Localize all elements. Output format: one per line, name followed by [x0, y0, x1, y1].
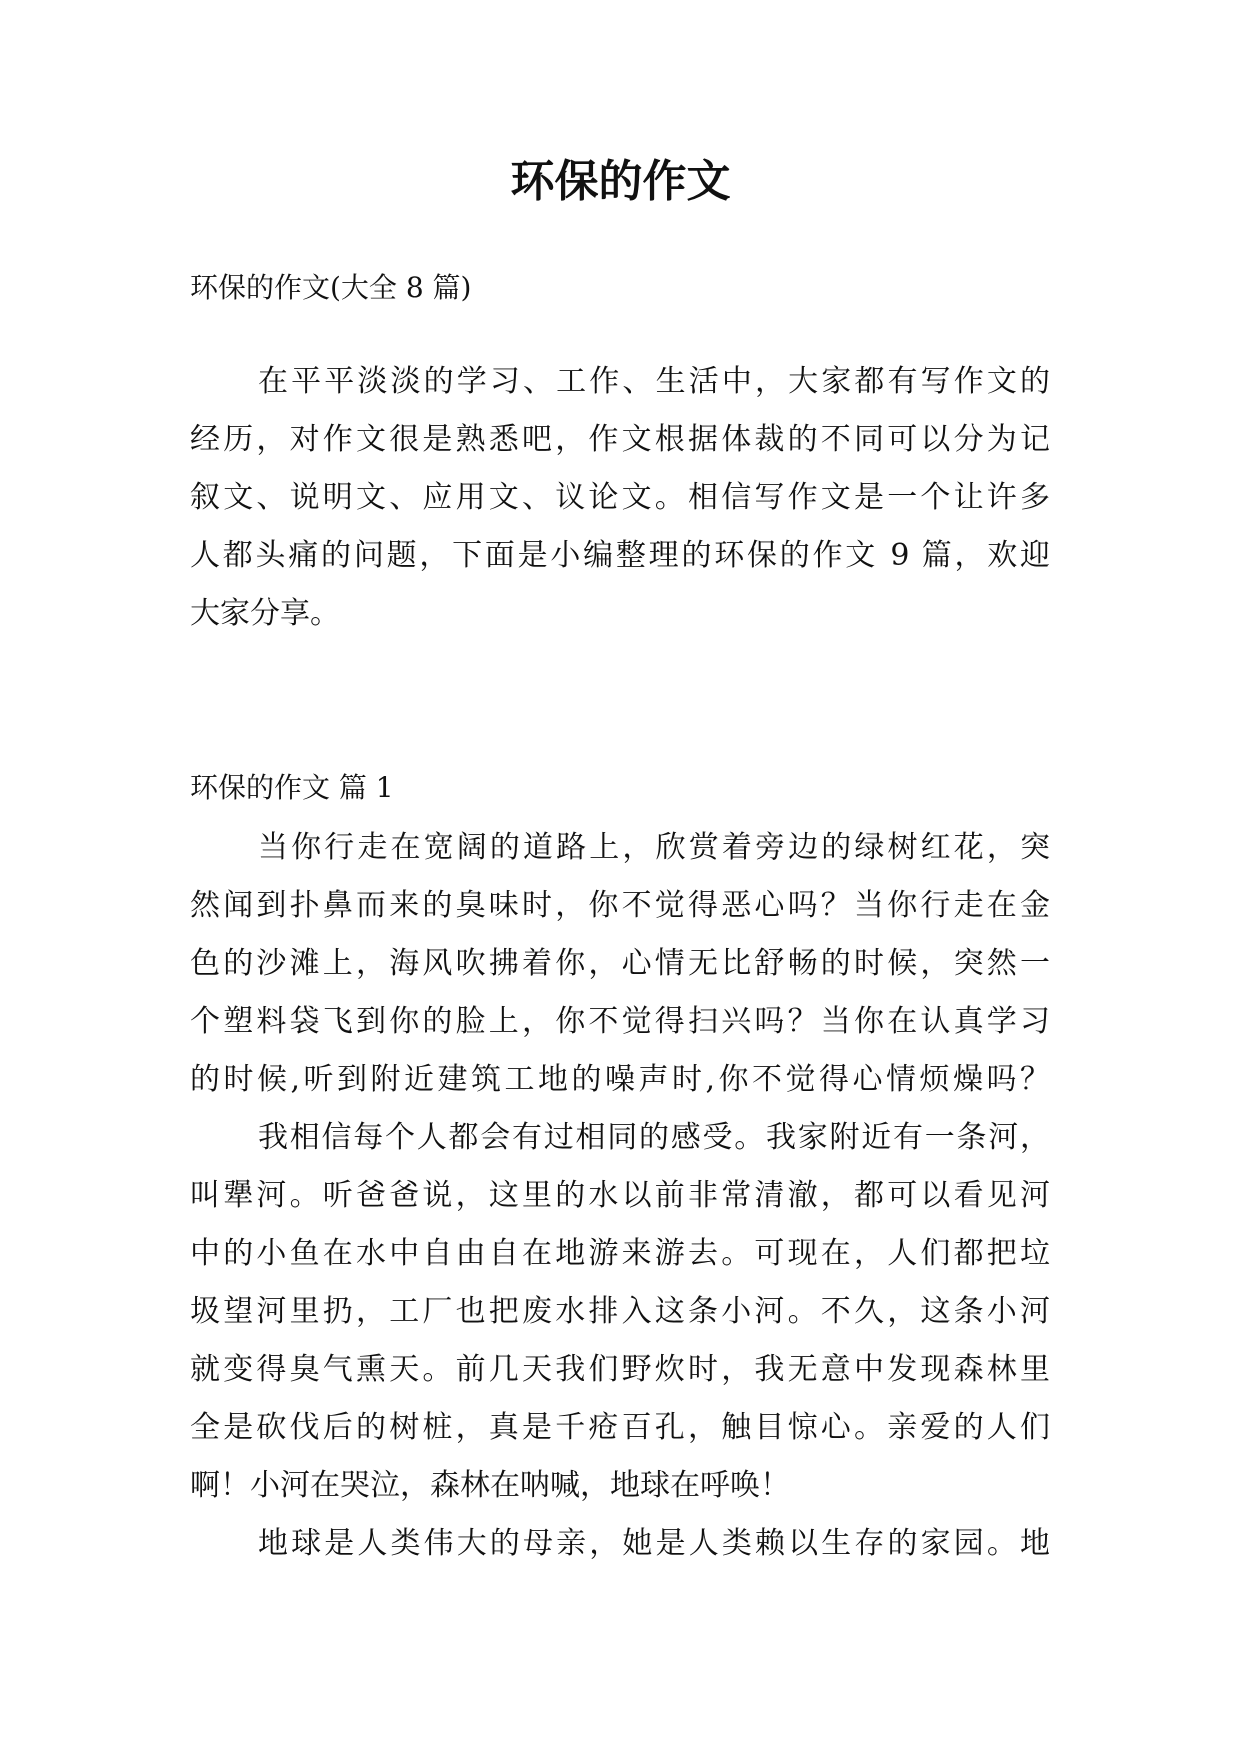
body-line: 圾望河里扔，工厂也把废水排入这条小河。不久，这条小河 — [190, 1294, 1050, 1329]
body-line: 中的小鱼在水中自由自在地游来游去。可现在，人们都把垃 — [190, 1236, 1050, 1271]
document-title: 环保的作文 — [510, 156, 731, 207]
body-line: 我相信每个人都会有过相同的感受。我家附近有一条河， — [258, 1120, 1050, 1155]
intro-line: 人都头痛的问题，下面是小编整理的环保的作文 9 篇，欢迎 — [190, 538, 1050, 573]
body-line: 地球是人类伟大的母亲，她是人类赖以生存的家园。地 — [258, 1526, 1050, 1561]
intro-paragraph — [190, 353, 1050, 643]
body-line: 叫犟河。听爸爸说，这里的水以前非常清澈，都可以看见河 — [190, 1178, 1050, 1213]
body-line: 个塑料袋飞到你的脸上，你不觉得扫兴吗？当你在认真学习 — [190, 1004, 1050, 1039]
body-line: 色的沙滩上，海风吹拂着你，心情无比舒畅的时候，突然一 — [190, 946, 1050, 981]
body-line: 就变得臭气熏天。前几天我们野炊时，我无意中发现森林里 — [190, 1352, 1050, 1387]
intro-line: 在平平淡淡的学习、工作、生活中，大家都有写作文的 — [258, 364, 1050, 399]
document-subtitle: 环保的作文(大全 8 篇) — [190, 271, 472, 304]
body-line: 然闻到扑鼻而来的臭味时，你不觉得恶心吗？当你行走在金 — [190, 888, 1050, 923]
body-line: 啊！小河在哭泣，森林在呐喊，地球在呼唤！ — [190, 1468, 790, 1503]
intro-line: 经历，对作文很是熟悉吧，作文根据体裁的不同可以分为记 — [190, 422, 1050, 457]
section-heading: 环保的作文 篇 1 — [190, 771, 394, 804]
body-line: 全是砍伐后的树桩，真是千疮百孔，触目惊心。亲爱的人们 — [190, 1410, 1050, 1445]
intro-line: 叙文、说明文、应用文、议论文。相信写作文是一个让许多 — [190, 480, 1050, 515]
body-line: 当你行走在宽阔的道路上，欣赏着旁边的绿树红花，突 — [258, 830, 1050, 865]
body-line: 的时候,听到附近建筑工地的噪声时,你不觉得心情烦燥吗？ — [190, 1062, 1050, 1097]
section-body — [190, 819, 1050, 1573]
intro-line: 大家分享。 — [190, 596, 340, 631]
